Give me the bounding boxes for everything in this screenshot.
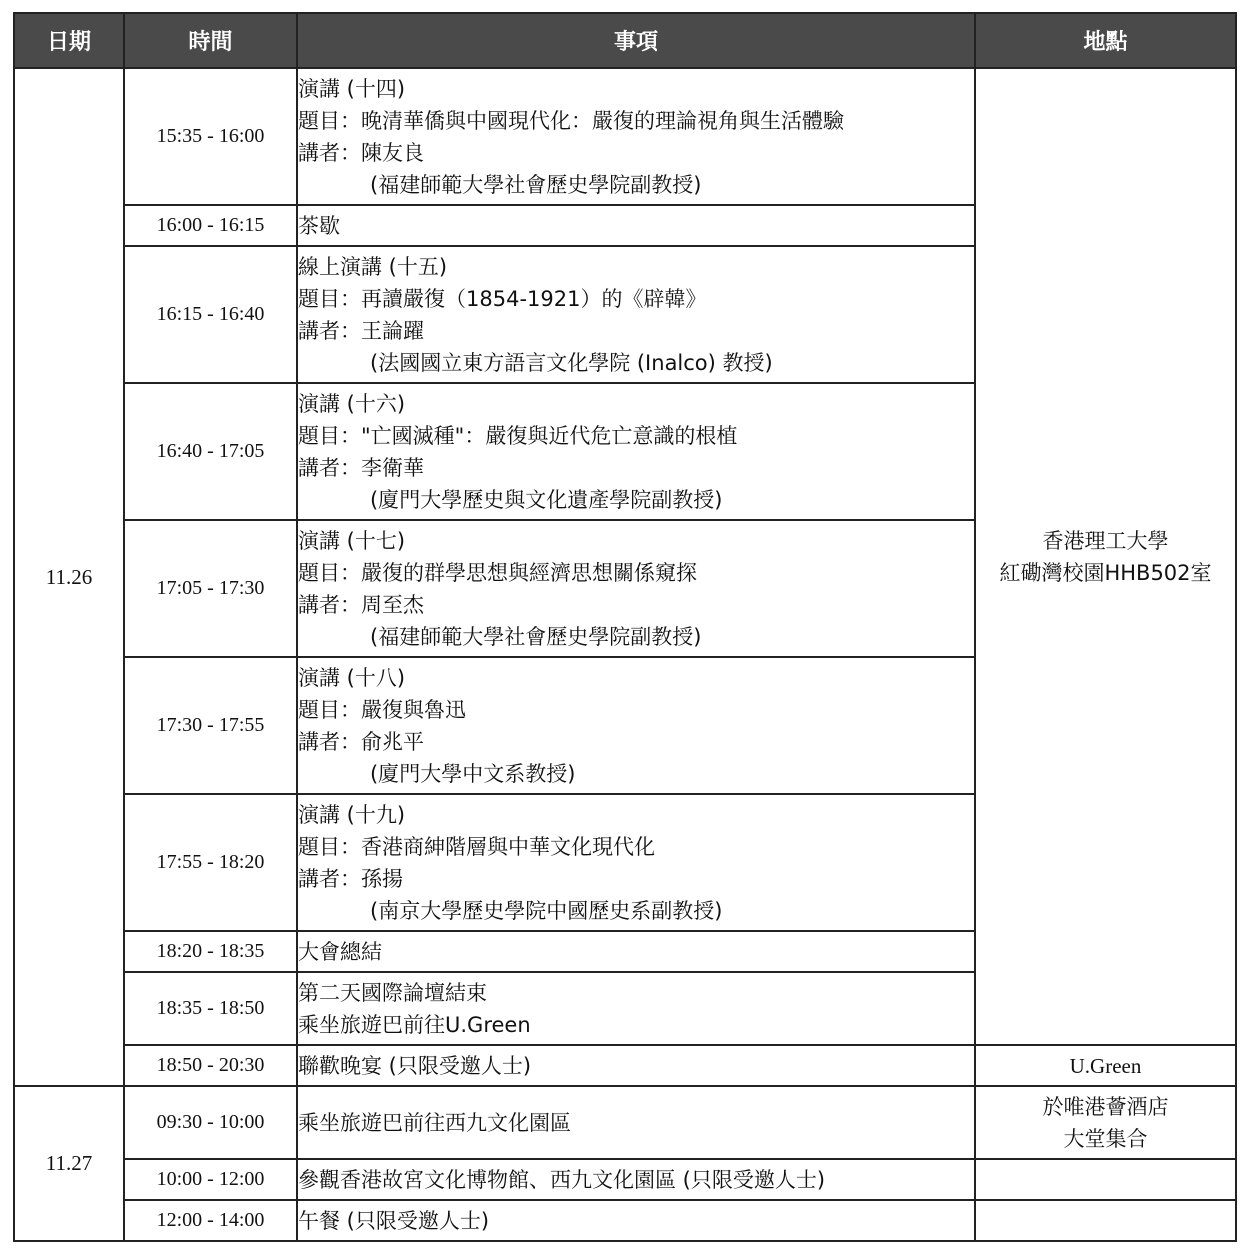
event-title: 演講 (十六) xyxy=(298,391,406,416)
venue-line: 於唯港薈酒店 xyxy=(1042,1094,1169,1119)
event-affiliation: (法國國立東方語言文化學院 (Inalco) 教授) xyxy=(370,350,773,375)
event-cell xyxy=(297,1159,975,1200)
event-affiliation: (南京大學歷史學院中國歷史系副教授) xyxy=(370,898,723,923)
time-cell: 18:20 - 18:35 xyxy=(124,931,297,972)
event-cell xyxy=(297,1200,975,1241)
event-cell xyxy=(297,972,975,1045)
time-cell: 12:00 - 14:00 xyxy=(124,1200,297,1241)
schedule-table xyxy=(13,12,1237,1242)
venue-cell xyxy=(975,1045,1236,1086)
time-cell: 10:00 - 12:00 xyxy=(124,1159,297,1200)
event-title: 第二天國際論壇結束 xyxy=(298,980,487,1005)
header-event: 事項 xyxy=(297,13,975,68)
event-note: 乘坐旅遊巴前往U.Green xyxy=(298,1012,531,1037)
event-speaker: 講者：王論躍 xyxy=(298,318,424,343)
event-cell xyxy=(297,205,975,246)
event-cell xyxy=(297,1086,975,1159)
event-cell xyxy=(297,931,975,972)
venue-line: 大堂集合 xyxy=(1063,1126,1148,1151)
venue-cell xyxy=(975,1200,1236,1241)
event-title: 午餐 (只限受邀人士) xyxy=(298,1208,490,1233)
time-cell: 18:35 - 18:50 xyxy=(124,972,297,1045)
event-title: 演講 (十八) xyxy=(298,665,406,690)
time-cell: 15:35 - 16:00 xyxy=(124,68,297,205)
event-speaker: 講者：孫揚 xyxy=(298,866,403,891)
event-speaker: 講者：周至杰 xyxy=(298,592,424,617)
event-cell xyxy=(297,794,975,931)
event-title: 線上演講 (十五) xyxy=(298,254,448,279)
event-affiliation: (福建師範大學社會歷史學院副教授) xyxy=(370,172,702,197)
header-date: 日期 xyxy=(14,13,124,68)
event-topic: 題目：晚清華僑與中國現代化：嚴復的理論視角與生活體驗 xyxy=(298,108,844,133)
event-title: 乘坐旅遊巴前往西九文化園區 xyxy=(298,1110,571,1135)
event-topic: 題目：香港商紳階層與中華文化現代化 xyxy=(298,834,655,859)
event-title: 大會總結 xyxy=(298,939,382,964)
event-affiliation: (廈門大學中文系教授) xyxy=(370,761,576,786)
venue-line: 紅磡灣校園HHB502室 xyxy=(999,560,1212,585)
event-topic: 題目：嚴復的群學思想與經濟思想關係窺探 xyxy=(298,560,697,585)
event-topic: 題目：嚴復與魯迅 xyxy=(298,697,466,722)
time-cell: 18:50 - 20:30 xyxy=(124,1045,297,1086)
time-cell: 09:30 - 10:00 xyxy=(124,1086,297,1159)
header-row xyxy=(14,13,1236,68)
event-cell xyxy=(297,657,975,794)
time-cell: 17:30 - 17:55 xyxy=(124,657,297,794)
event-cell xyxy=(297,1045,975,1086)
event-title: 參觀香港故宮文化博物館、西九文化園區 (只限受邀人士) xyxy=(298,1167,826,1192)
venue-cell xyxy=(975,68,1236,1045)
event-topic: 題目：再讀嚴復（1854-1921）的《辟韓》 xyxy=(298,286,707,311)
date-cell: 11.26 xyxy=(14,68,124,1086)
venue-line: 香港理工大學 xyxy=(1042,528,1169,553)
event-title: 演講 (十四) xyxy=(298,76,406,101)
event-topic: 題目："亡國滅種"：嚴復與近代危亡意識的根植 xyxy=(298,423,738,448)
event-speaker: 講者：陳友良 xyxy=(298,140,424,165)
event-speaker: 講者：李衛華 xyxy=(298,455,424,480)
table-row xyxy=(14,1200,1236,1241)
event-speaker: 講者：俞兆平 xyxy=(298,729,424,754)
event-cell xyxy=(297,246,975,383)
event-cell xyxy=(297,68,975,205)
time-cell: 17:55 - 18:20 xyxy=(124,794,297,931)
table-row xyxy=(14,1086,1236,1159)
event-title: 演講 (十七) xyxy=(298,528,406,553)
time-cell: 16:15 - 16:40 xyxy=(124,246,297,383)
event-cell xyxy=(297,383,975,520)
event-title: 聯歡晚宴 (只限受邀人士) xyxy=(298,1053,532,1078)
date-cell: 11.27 xyxy=(14,1086,124,1241)
header-time: 時間 xyxy=(124,13,297,68)
time-cell: 16:00 - 16:15 xyxy=(124,205,297,246)
table-row xyxy=(14,1045,1236,1086)
time-cell: 16:40 - 17:05 xyxy=(124,383,297,520)
event-affiliation: (廈門大學歷史與文化遺產學院副教授) xyxy=(370,487,723,512)
event-title: 演講 (十九) xyxy=(298,802,406,827)
header-venue: 地點 xyxy=(975,13,1236,68)
time-cell: 17:05 - 17:30 xyxy=(124,520,297,657)
event-cell xyxy=(297,520,975,657)
venue-cell xyxy=(975,1159,1236,1200)
table-row xyxy=(14,68,1236,205)
venue-line: U.Green xyxy=(1069,1053,1142,1078)
table-row xyxy=(14,1159,1236,1200)
event-affiliation: (福建師範大學社會歷史學院副教授) xyxy=(370,624,702,649)
event-title: 茶歇 xyxy=(298,213,340,238)
venue-cell xyxy=(975,1086,1236,1159)
